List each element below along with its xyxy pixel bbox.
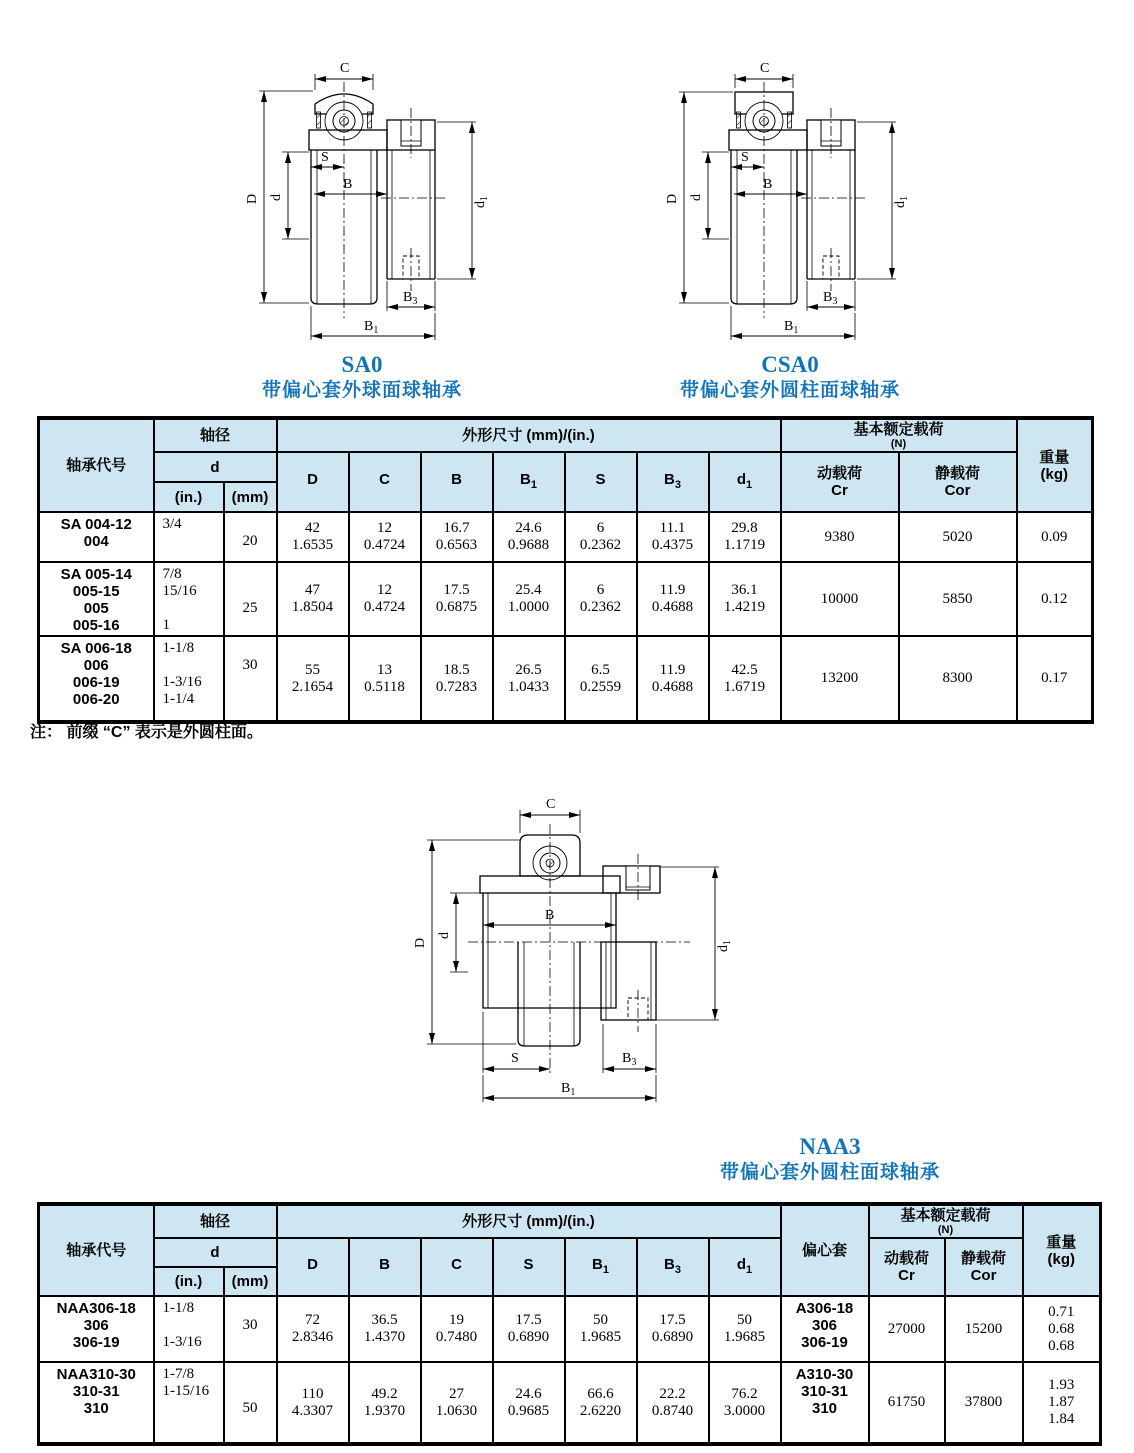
header-dimensions: 外形尺寸 (mm)/(in.) (277, 1204, 781, 1238)
header-dim-d1: $d_1$ (709, 452, 781, 512)
header-inch: (in.) (154, 1267, 224, 1296)
dim-label-D: D (413, 937, 428, 948)
dim-label-B: B (763, 177, 773, 192)
header-d: d (154, 1238, 277, 1267)
header-inch: (in.) (154, 482, 224, 512)
header-shaft-dia: 轴径 (154, 1204, 277, 1238)
dimension-cell: 11.9 0.4688 (637, 636, 709, 722)
dimension-cell: 66.6 2.6220 (565, 1362, 637, 1444)
weight-cell: 0.71 0.68 0.68 (1023, 1296, 1101, 1362)
dimension-cell: 17.5 0.6890 (637, 1296, 709, 1362)
shaft-inch-cell: 1-7/8 1-15/16 (154, 1362, 224, 1444)
seal-left (737, 112, 741, 128)
weight-cell: 1.93 1.87 1.84 (1023, 1362, 1101, 1444)
dynamic-load-cell: 9380 (781, 512, 899, 562)
header-mm: (mm) (224, 482, 277, 512)
dimension-cell: 22.2 0.8740 (637, 1362, 709, 1444)
dimension-cell: 50 1.9685 (565, 1296, 637, 1362)
header-dynamic-load: 动载荷 Cr (781, 452, 899, 512)
shaft-mm-cell: 25 (224, 562, 277, 636)
static-load-cell: 15200 (945, 1296, 1023, 1362)
dim-label-B1: $B_1$ (561, 1081, 576, 1098)
csa0-name: 带偏心套外圆柱面球轴承 (679, 380, 900, 401)
header-dynamic-load: 动载荷 Cr (869, 1238, 945, 1296)
shaft-mm-cell: 20 (224, 512, 277, 562)
dim-label-S: S (741, 150, 749, 165)
dim-label-S: S (321, 150, 329, 165)
dim-label-B: B (343, 177, 353, 192)
bearing-code-cell: SA 006-18 006 006-19 006-20 (39, 636, 154, 722)
weight-cell: 0.17 (1017, 636, 1093, 722)
dim-label-C: C (340, 61, 350, 76)
dim-label-d1: $d_1$ (473, 196, 489, 208)
dimension-cell: 36.5 1.4370 (349, 1296, 421, 1362)
dim-label-d1: $d_1$ (893, 196, 909, 208)
dim-label-B3: $B_3$ (622, 1051, 637, 1068)
static-load-cell: 5020 (899, 512, 1017, 562)
dim-label-B1: $B_1$ (364, 319, 379, 336)
table-row (39, 512, 1093, 562)
dimension-cell: 16.7 0.6563 (421, 512, 493, 562)
dim-label-D: D (245, 193, 260, 204)
eccentric-sleeve-cell: A310-30 310-31 310 (781, 1362, 869, 1444)
header-dim-C: C (421, 1238, 493, 1296)
header-dim-B: B (349, 1238, 421, 1296)
shaft-mm-cell: 30 (224, 636, 277, 722)
table-note: 注： 前缀 “C” 表示是外圆柱面。 (30, 724, 263, 741)
naa3-diagram-drawing (398, 790, 738, 1122)
dim-label-d: d (437, 932, 452, 939)
header-dim-S: S (565, 452, 637, 512)
dimension-cell: 13 0.5118 (349, 636, 421, 722)
dimension-cell: 36.1 1.4219 (709, 562, 781, 636)
dimension-cell: 18.5 0.7283 (421, 636, 493, 722)
dimension-cell: 17.5 0.6875 (421, 562, 493, 636)
dynamic-load-cell: 27000 (869, 1296, 945, 1362)
dimension-cell: 11.1 0.4375 (637, 512, 709, 562)
header-dim-B: B (421, 452, 493, 512)
header-rated-load: 基本额定载荷 (N) (781, 418, 1017, 452)
sa0-spec-table (37, 416, 1094, 724)
table-row (39, 562, 1093, 636)
dim-label-B1: $B_1$ (784, 319, 799, 336)
dim-label-d: d (269, 194, 284, 201)
header-eccentric-sleeve: 偏心套 (781, 1204, 869, 1296)
dynamic-load-cell: 61750 (869, 1362, 945, 1444)
dimension-cell: 47 1.8504 (277, 562, 349, 636)
eccentric-sleeve-cell: A306-18 306 306-19 (781, 1296, 869, 1362)
sa0-title (232, 352, 492, 403)
header-dimensions: 外形尺寸 (mm)/(in.) (277, 418, 781, 452)
header-dim-B1: $B_1$ (565, 1238, 637, 1296)
seal-right (368, 112, 372, 128)
header-dim-D: D (277, 1238, 349, 1296)
naa3-name: 带偏心套外圆柱面球轴承 (719, 1162, 940, 1183)
header-weight: 重量 (kg) (1023, 1204, 1101, 1296)
naa3-spec-table (37, 1202, 1102, 1446)
weight-cell: 0.09 (1017, 512, 1093, 562)
csa0-bearing-diagram (651, 48, 909, 350)
dim-label-d: d (689, 194, 704, 201)
sa0-bearing-diagram (231, 48, 489, 350)
weight-cell: 0.12 (1017, 562, 1093, 636)
header-dim-D: D (277, 452, 349, 512)
shaft-mm-cell: 50 (224, 1362, 277, 1444)
shaft-inch-cell: 1-1/8 1-3/16 (154, 1296, 224, 1362)
static-load-cell: 5850 (899, 562, 1017, 636)
naa3-table-body (39, 1296, 1101, 1444)
header-rated-load: 基本额定载荷 (N) (869, 1204, 1023, 1238)
header-dim-B3: $B_3$ (637, 1238, 709, 1296)
dimension-cell: 27 1.0630 (421, 1362, 493, 1444)
dim-label-B3: $B_3$ (403, 290, 418, 307)
header-weight: 重量 (kg) (1017, 418, 1093, 512)
dimension-cell: 6.5 0.2559 (565, 636, 637, 722)
naa3-bearing-diagram (398, 790, 738, 1122)
header-dim-d1: $d_1$ (709, 1238, 781, 1296)
dimension-cell: 6 0.2362 (565, 512, 637, 562)
header-bearing-code: 轴承代号 (39, 418, 154, 512)
bearing-code-cell: SA 005-14 005-15 005 005-16 (39, 562, 154, 636)
static-load-cell: 37800 (945, 1362, 1023, 1444)
dimension-cell: 24.6 0.9685 (493, 1362, 565, 1444)
header-bearing-code: 轴承代号 (39, 1204, 154, 1296)
shaft-inch-cell: 3/4 (154, 512, 224, 562)
dim-label-C: C (546, 797, 556, 812)
dim-label-B: B (545, 908, 555, 923)
dimension-cell: 50 1.9685 (709, 1296, 781, 1362)
dimension-cell: 11.9 0.4688 (637, 562, 709, 636)
dimension-cell: 17.5 0.6890 (493, 1296, 565, 1362)
header-static-load: 静载荷 Cor (899, 452, 1017, 512)
dimension-cell: 42.5 1.6719 (709, 636, 781, 722)
dimension-cell: 42 1.6535 (277, 512, 349, 562)
dimension-cell: 29.8 1.1719 (709, 512, 781, 562)
csa0-code: CSA0 (761, 352, 819, 377)
naa3-code: NAA3 (799, 1134, 861, 1159)
dimension-cell: 19 0.7480 (421, 1296, 493, 1362)
dimension-cell: 55 2.1654 (277, 636, 349, 722)
dimension-cell: 25.4 1.0000 (493, 562, 565, 636)
dim-label-C: C (760, 61, 770, 76)
header-dim-B3: $B_3$ (637, 452, 709, 512)
sa0-code: SA0 (341, 352, 383, 377)
sa0-table-body (39, 512, 1093, 722)
dimension-cell: 76.2 3.0000 (709, 1362, 781, 1444)
table-row (39, 1296, 1101, 1362)
shaft-inch-cell: 7/8 15/16 1 (154, 562, 224, 636)
dimension-cell: 110 4.3307 (277, 1362, 349, 1444)
header-dim-S: S (493, 1238, 565, 1296)
bearing-code-cell: NAA310-30 310-31 310 (39, 1362, 154, 1444)
dim-label-d1: $d_1$ (716, 940, 733, 952)
header-mm: (mm) (224, 1267, 277, 1296)
bearing-code-cell: NAA306-18 306 306-19 (39, 1296, 154, 1362)
dimension-cell: 24.6 0.9688 (493, 512, 565, 562)
seal-right (788, 112, 792, 128)
dimension-cell: 72 2.8346 (277, 1296, 349, 1362)
header-dim-C: C (349, 452, 421, 512)
dim-label-S: S (511, 1051, 519, 1066)
csa0-title (645, 352, 935, 403)
table-row (39, 1362, 1101, 1444)
header-dim-B1: $B_1$ (493, 452, 565, 512)
static-load-cell: 8300 (899, 636, 1017, 722)
shaft-mm-cell: 30 (224, 1296, 277, 1362)
bearing-code-cell: SA 004-12 004 (39, 512, 154, 562)
seal-left (317, 112, 321, 128)
dimension-cell: 12 0.4724 (349, 562, 421, 636)
shaft-inch-cell: 1-1/8 1-3/16 1-1/4 (154, 636, 224, 722)
header-shaft-dia: 轴径 (154, 418, 277, 452)
dimension-cell: 49.2 1.9370 (349, 1362, 421, 1444)
dimension-cell: 12 0.4724 (349, 512, 421, 562)
header-d: d (154, 452, 277, 482)
table-row (39, 636, 1093, 722)
sa0-diagram-drawing (231, 48, 489, 350)
dim-label-B3: $B_3$ (823, 290, 838, 307)
naa3-title (655, 1134, 1005, 1185)
dimension-cell: 6 0.2362 (565, 562, 637, 636)
csa0-diagram-drawing (651, 48, 909, 350)
sa0-name: 带偏心套外球面球轴承 (261, 380, 462, 401)
dynamic-load-cell: 13200 (781, 636, 899, 722)
dim-label-D: D (665, 193, 680, 204)
dynamic-load-cell: 10000 (781, 562, 899, 636)
header-static-load: 静载荷 Cor (945, 1238, 1023, 1296)
dimension-cell: 26.5 1.0433 (493, 636, 565, 722)
